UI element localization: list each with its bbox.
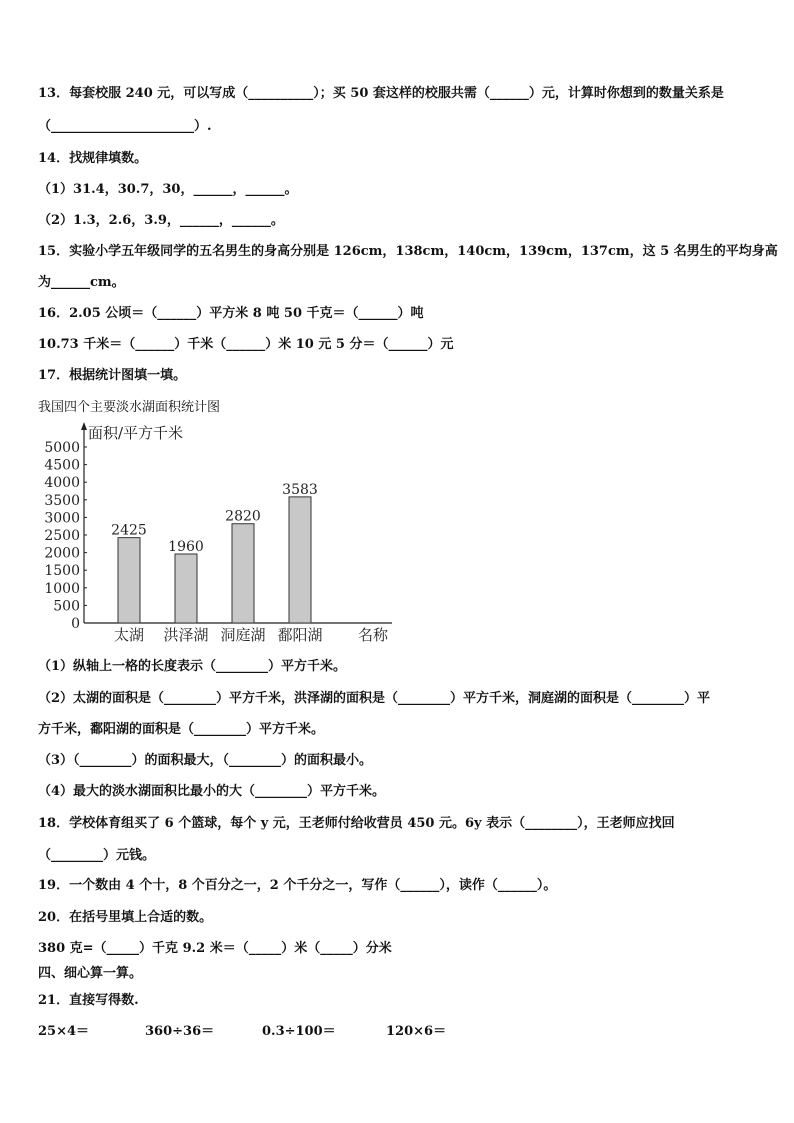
category-label: 洞庭湖 bbox=[220, 626, 266, 644]
category-label: 太湖 bbox=[113, 626, 145, 644]
x-axis-label: 名称 bbox=[358, 626, 389, 644]
q18-line1: 18．学校体育组买了 6 个篮球，每个 y 元，王老师付给收营员 450 元。6y 表示（________），王老师应找回 bbox=[38, 816, 675, 831]
bar-4 bbox=[289, 497, 311, 623]
y-tick-label: 3000 bbox=[44, 510, 80, 527]
bar-3 bbox=[232, 524, 254, 623]
bars bbox=[111, 482, 322, 644]
q16-line2: 10.73 千米＝（______）千米（______）米 10 元 5 分＝（______）元 bbox=[38, 337, 454, 352]
q17-sub3: （3）（________）的面积最大，（________）的面积最小。 bbox=[38, 753, 373, 768]
y-tick-label: 5000 bbox=[44, 440, 80, 456]
q20-title: 20．在括号里填上合适的数。 bbox=[38, 910, 213, 925]
q20-line1: 380 克=（_____）千克 9.2 米＝（_____）米（_____）分米 bbox=[38, 941, 392, 956]
q15-line2: 为______cm。 bbox=[38, 275, 125, 290]
y-tick-label: 1000 bbox=[44, 580, 80, 597]
q17-title: 17．根据统计图填一填。 bbox=[38, 368, 187, 383]
y-tick-label: 2500 bbox=[44, 528, 80, 544]
q14-title: 14．找规律填数。 bbox=[38, 151, 148, 166]
bar-value-label: 3583 bbox=[282, 481, 318, 498]
y-tick-label: 3500 bbox=[44, 492, 80, 509]
y-axis-label: 面积/平方千米 bbox=[88, 424, 184, 442]
bar-1 bbox=[118, 538, 140, 623]
y-tick-label: 2000 bbox=[44, 545, 80, 562]
q14-part1: （1）31.4，30.7，30，______，______。 bbox=[38, 182, 298, 197]
q17-sub4: （4）最大的淡水湖面积比最小的大（________）平方千米。 bbox=[38, 784, 386, 799]
y-tick-label: 500 bbox=[53, 598, 80, 615]
q14-part2: （2）1.3，2.6，3.9，______，______。 bbox=[38, 213, 284, 228]
bar-value-label: 1960 bbox=[168, 539, 204, 556]
y-tick-label: 4000 bbox=[44, 475, 80, 492]
q16-line1: 16．2.05 公顷＝（______）平方米 8 吨 50 千克＝（______）吨 bbox=[38, 306, 424, 321]
bar-value-label: 2425 bbox=[111, 522, 147, 539]
q17-sub1: （1）纵轴上一格的长度表示（________）平方千米。 bbox=[38, 659, 347, 674]
q21-item-4: 120×6＝ bbox=[386, 1024, 447, 1039]
q21-item-1: 25×4＝ bbox=[38, 1024, 90, 1039]
y-tick-label: 4500 bbox=[44, 457, 80, 474]
bar-2 bbox=[175, 554, 197, 623]
y-tick-label: 1500 bbox=[44, 563, 80, 580]
category-label: 鄱阳湖 bbox=[277, 626, 323, 644]
q19-line1: 19．一个数由 4 个十，8 个百分之一，2 个千分之一，写作（______），读作（______）。 bbox=[38, 878, 557, 893]
y-axis-arrow bbox=[81, 422, 87, 430]
q15-line1: 15．实验小学五年级同学的五名男生的身高分别是 126cm，138cm，140cm，139cm，137cm，这 5 名男生的平均身高 bbox=[38, 244, 778, 259]
y-tick-label: 0 bbox=[71, 616, 80, 632]
q17-sub2-line1: （2）太湖的面积是（________）平方千米，洪泽湖的面积是（________）平方千米，洞庭湖的面积是（________）平 bbox=[38, 691, 711, 706]
bar-value-label: 2820 bbox=[225, 508, 261, 525]
q21-title: 21．直接写得数. bbox=[38, 993, 139, 1008]
q13-line2: （______________________）. bbox=[38, 119, 212, 134]
q13-line1: 13．每套校服 240 元，可以写成（__________）；买 50 套这样的校服共需（______）元，计算时你想到的数量关系是 bbox=[38, 86, 724, 101]
q21-item-2: 360÷36＝ bbox=[145, 1024, 215, 1039]
section-4-heading: 四、细心算一算。 bbox=[38, 966, 143, 981]
y-ticks bbox=[44, 440, 87, 632]
chart-title: 我国四个主要淡水湖面积统计图 bbox=[38, 400, 221, 415]
q17-sub2-line2: 方千米，鄱阳湖的面积是（________）平方千米。 bbox=[38, 722, 325, 737]
bar-chart bbox=[36, 422, 406, 650]
q21-item-3: 0.3÷100＝ bbox=[262, 1024, 336, 1039]
category-label: 洪泽湖 bbox=[163, 626, 209, 644]
q18-line2: （________）元钱。 bbox=[38, 848, 156, 863]
